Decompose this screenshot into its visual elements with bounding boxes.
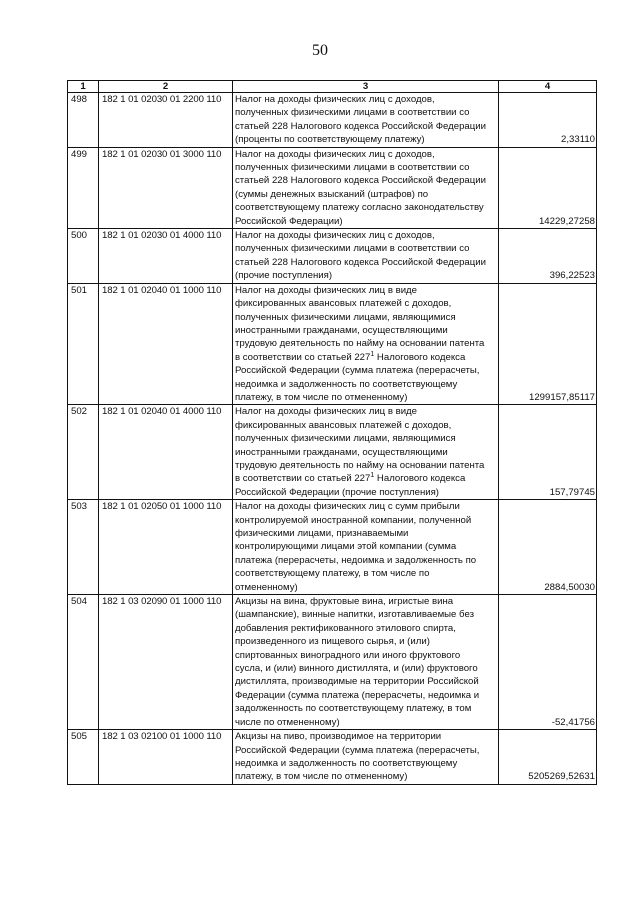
description-line: полученных физическими лицами в соответствии со xyxy=(235,243,470,255)
revenue-description xyxy=(233,595,499,730)
description-line: (проценты по соответствующему платежу) xyxy=(235,134,425,146)
amount-value: -52,41756 xyxy=(499,595,597,730)
description-line: (шампанские), винные напитки, изготавливаемые без xyxy=(235,609,474,621)
row-number: 500 xyxy=(68,229,99,284)
description-line: Налог на доходы физических лиц в виде xyxy=(235,406,417,418)
amount-value: 157,79745 xyxy=(499,405,597,500)
description-line: контролирующими лицами этой компании (сумма xyxy=(235,541,457,553)
description-line: Акцизы на пиво, производимое на территории xyxy=(235,731,442,743)
description-line: статьей 228 Налогового кодекса Российской Федерации xyxy=(235,175,486,187)
description-line: Российской Федерации (прочие поступления) xyxy=(235,486,439,498)
description-line: иностранными гражданами, осуществляющими xyxy=(235,446,448,458)
table-row xyxy=(68,500,597,595)
amount-value: 14229,27258 xyxy=(499,147,597,228)
revenue-description xyxy=(233,500,499,595)
description-line: числе по отмененному) xyxy=(235,716,340,728)
description-line: платежу, в том числе по отмененному) xyxy=(235,391,408,403)
description-line: Акцизы на вина, фруктовые вина, игристые вина xyxy=(235,596,454,608)
description-line: статьей 228 Налогового кодекса Российской Федерации xyxy=(235,120,486,132)
description-line: Российской Федерации (сумма платежа (перерасчеты, xyxy=(235,744,480,756)
description-line: платежа (перерасчеты, недоимка и задолженность по xyxy=(235,554,477,566)
description-line: в соответствии со статьей $227^1$ Налогового кодекса xyxy=(235,472,466,485)
amount-value: 2,33110 xyxy=(499,93,597,148)
description-line: трудовую деятельность по найму на основании патента xyxy=(235,459,485,471)
row-number: 502 xyxy=(68,405,99,500)
description-line: недоимка и задолженность по соответствующему xyxy=(235,757,458,769)
table-row xyxy=(68,283,597,405)
column-header-2: 2 xyxy=(99,81,233,93)
description-line: в соответствии со статьей $227^1$ Налогового кодекса xyxy=(235,350,466,363)
description-line: недоимка и задолженность по соответствующему xyxy=(235,378,458,390)
amount-value: 396,22523 xyxy=(499,229,597,284)
description-line: соответствующему платежу, в том числе по xyxy=(235,568,430,580)
column-header-3: 3 xyxy=(233,81,499,93)
description-line: фиксированных авансовых платежей с доходов, xyxy=(235,419,452,431)
budget-classification-code: 182 1 03 02090 01 1000 110 xyxy=(99,595,233,730)
description-line: задолженность по соответствующему платежу, в том xyxy=(235,703,472,715)
table-row xyxy=(68,405,597,500)
table-row xyxy=(68,595,597,730)
table-row xyxy=(68,229,597,284)
revenue-description xyxy=(233,93,499,148)
description-line: Налог на доходы физических лиц с доходов, xyxy=(235,230,435,242)
description-line: соответствующему платежу согласно законодательству xyxy=(235,202,484,214)
budget-classification-code: 182 1 03 02100 01 1000 110 xyxy=(99,730,233,785)
budget-classification-code: 182 1 01 02030 01 4000 110 xyxy=(99,229,233,284)
table-header-row xyxy=(68,81,597,93)
description-line: дистиллята, производимые на территории Российской xyxy=(235,676,479,688)
column-header-4: 4 xyxy=(499,81,597,93)
description-line: Российской Федерации (сумма платежа (перерасчеты, xyxy=(235,365,480,377)
description-line: добавления ректификованного этилового спирта, xyxy=(235,622,456,634)
description-line: полученных физическими лицами в соответствии со xyxy=(235,162,470,174)
description-line: трудовую деятельность по найму на основании патента xyxy=(235,338,485,350)
budget-classification-code: 182 1 01 02030 01 2200 110 xyxy=(99,93,233,148)
row-number: 498 xyxy=(68,93,99,148)
description-line: (суммы денежных взысканий (штрафов) по xyxy=(235,188,429,200)
description-line: Налог на доходы физических лиц в виде xyxy=(235,284,417,296)
row-number: 499 xyxy=(68,147,99,228)
row-number: 503 xyxy=(68,500,99,595)
description-line: физическими лицами, признаваемыми xyxy=(235,528,409,539)
description-line: Российской Федерации) xyxy=(235,215,343,227)
description-line: полученных физическими лицами, являющимися xyxy=(235,311,456,323)
description-line: отмененному) xyxy=(235,581,298,593)
page-number: 50 xyxy=(312,42,328,59)
description-line: (прочие поступления) xyxy=(235,270,333,282)
column-header-1: 1 xyxy=(68,81,99,93)
amount-value: 1299157,85117 xyxy=(499,283,597,405)
description-line: Налог на доходы физических лиц с сумм прибыли xyxy=(235,501,460,513)
revenue-description xyxy=(233,405,499,500)
revenue-description xyxy=(233,229,499,284)
description-line: Налог на доходы физических лиц с доходов, xyxy=(235,148,435,160)
description-line: фиксированных авансовых платежей с доходов, xyxy=(235,298,452,310)
revenue-description xyxy=(233,147,499,228)
budget-classification-code: 182 1 01 02030 01 3000 110 xyxy=(99,147,233,228)
description-line: спиртованных виноградного или иного фруктового xyxy=(235,649,461,661)
description-line: произведенного из пищевого сырья, и (или) xyxy=(235,636,430,648)
table-row xyxy=(68,730,597,785)
amount-value: 5205269,52631 xyxy=(499,730,597,785)
row-number: 501 xyxy=(68,283,99,405)
description-line: полученных физическими лицами, являющимися xyxy=(235,433,456,445)
description-line: сусла, и (или) винного дистиллята, и (или) фруктового xyxy=(235,663,478,675)
revenue-table xyxy=(67,80,597,785)
description-line: платежу, в том числе по отмененному) xyxy=(235,771,408,783)
description-line: иностранными гражданами, осуществляющими xyxy=(235,324,448,336)
row-number: 504 xyxy=(68,595,99,730)
budget-classification-code: 182 1 01 02050 01 1000 110 xyxy=(99,500,233,595)
table-row xyxy=(68,147,597,228)
description-line: Федерации (сумма платежа (перерасчеты, недоимка и xyxy=(235,689,480,701)
budget-classification-code: 182 1 01 02040 01 1000 110 xyxy=(99,283,233,405)
row-number: 505 xyxy=(68,730,99,785)
description-line: статьей 228 Налогового кодекса Российской Федерации xyxy=(235,256,486,268)
description-line: контролируемой иностранной компании, полученной xyxy=(235,514,472,526)
revenue-description xyxy=(233,730,499,785)
table-row xyxy=(68,93,597,148)
description-line: Налог на доходы физических лиц с доходов, xyxy=(235,94,435,105)
amount-value: 2884,50030 xyxy=(499,500,597,595)
description-line: полученных физическими лицами в соответствии со xyxy=(235,107,470,119)
budget-classification-code: 182 1 01 02040 01 4000 110 xyxy=(99,405,233,500)
revenue-description xyxy=(233,283,499,405)
